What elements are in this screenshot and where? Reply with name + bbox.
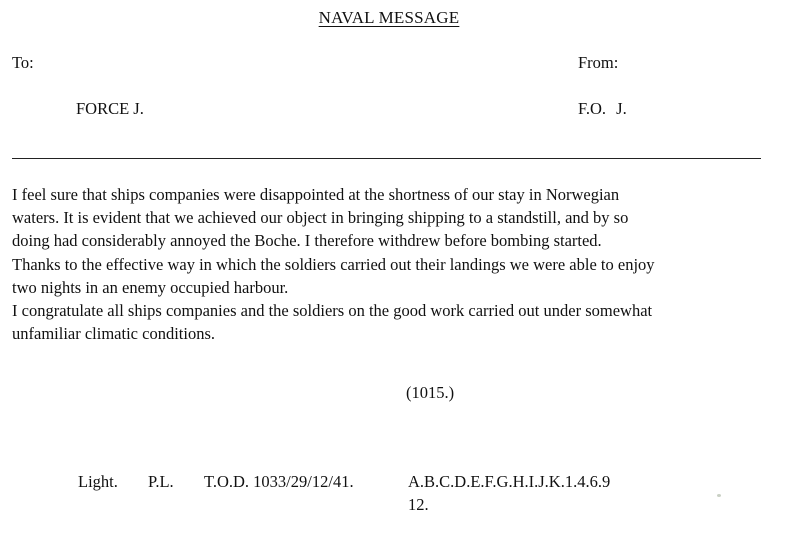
addressees-line-1: A.B.C.D.E.F.G.H.I.J.K.1.4.6.9 xyxy=(408,472,611,491)
message-line-2: waters. It is evident that we achieved our object in bringing shipping to a standstill, and by so xyxy=(12,208,629,228)
message-body xyxy=(12,183,782,345)
message-reference-number: (1015.) xyxy=(406,383,455,402)
paper-speck xyxy=(717,494,721,497)
message-line-6: I congratulate all ships companies and the soldiers on the good work carried out under somewhat xyxy=(12,301,653,321)
to-label: To: xyxy=(12,53,34,72)
group-label: P.L. xyxy=(148,472,174,491)
from-sender: F.O. J. xyxy=(578,99,627,118)
from-label: From: xyxy=(578,53,619,72)
header-divider xyxy=(12,158,761,159)
message-line-4: Thanks to the effective way in which the soldiers carried out their landings we were able to enjoy xyxy=(12,254,655,274)
message-line-5: two nights in an enemy occupied harbour. xyxy=(12,277,289,297)
message-line-1: I feel sure that ships companies were disappointed at the shortness of our stay in Norwegian xyxy=(12,185,620,204)
page-title: NAVAL MESSAGE xyxy=(318,8,460,27)
time-of-origin: T.O.D. 1033/29/12/41. xyxy=(204,472,354,491)
message-line-3: doing had considerably annoyed the Boche. I therefore withdrew before bombing started. xyxy=(12,231,602,251)
to-recipient: FORCE J. xyxy=(76,99,144,118)
addressees-line-2: 12. xyxy=(408,495,429,514)
precedence-label: Light. xyxy=(78,472,118,491)
message-line-7: unfamiliar climatic conditions. xyxy=(12,324,215,344)
